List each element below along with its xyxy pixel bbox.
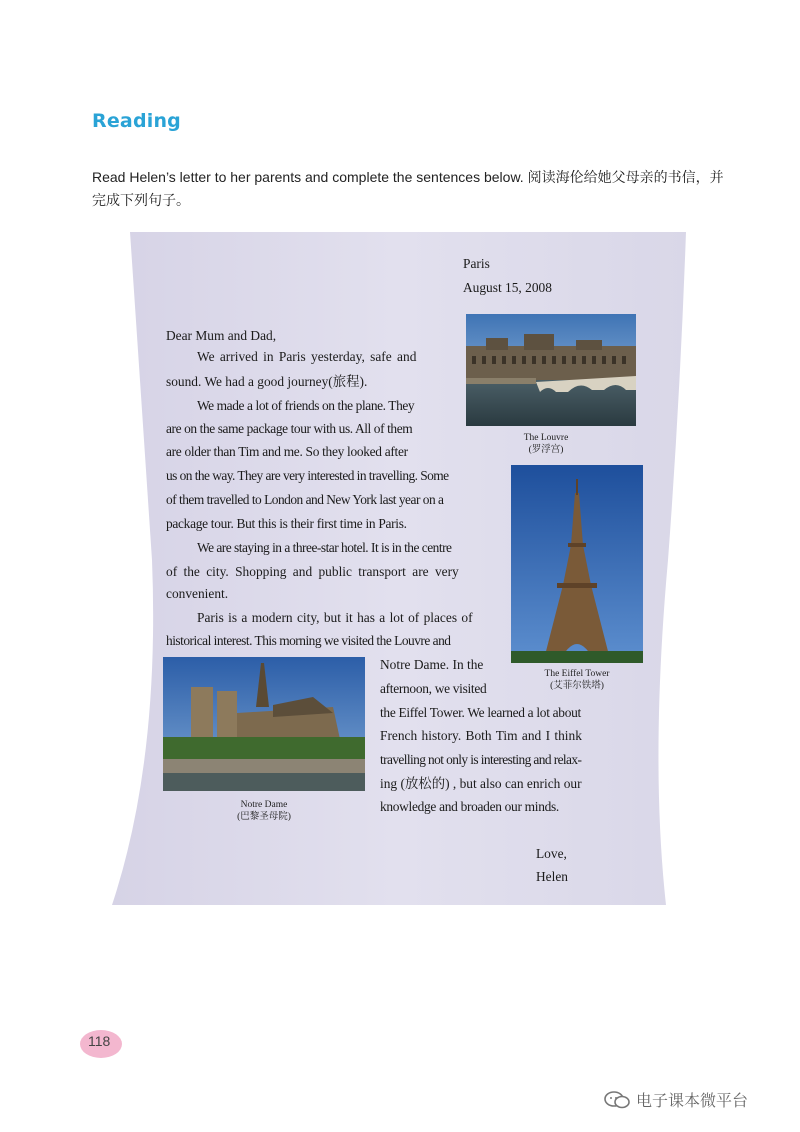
section-heading: Reading	[92, 110, 181, 132]
louvre-caption-cn: (罗浮宫)	[528, 445, 564, 455]
eiffel-tower-caption-cn: (艾菲尔铁塔)	[550, 681, 604, 691]
page-number: 118	[88, 1033, 111, 1049]
eiffel-tower-caption	[524, 668, 630, 692]
letter-greeting: Dear Mum and Dad,	[166, 328, 277, 343]
letter-place: Paris	[463, 256, 490, 271]
eiffel-tower-photo	[511, 465, 643, 663]
watermark-text: 电子课本微平台	[636, 1091, 749, 1110]
letter-line: sound. We had a good journey(旅程).	[166, 374, 368, 389]
notre-dame-caption-cn: (巴黎圣母院)	[237, 812, 291, 822]
letter-line: Paris is a modern city, but it has a lot of places of	[197, 610, 473, 625]
louvre-caption-en: The Louvre	[523, 433, 569, 443]
eiffel-tower-caption-en: The Eiffel Tower	[544, 669, 610, 679]
louvre-photo	[466, 314, 636, 426]
letter-line: historical interest. This morning we visited the Louvre and	[166, 633, 451, 648]
letter-line: are on the same package tour with us. All of them	[166, 421, 413, 436]
letter-signature: Helen	[536, 869, 568, 884]
letter-line: convenient.	[166, 586, 229, 601]
letter-line: the Eiffel Tower. We learned a lot about	[380, 705, 581, 720]
watermark	[604, 1088, 748, 1111]
letter-line: ing (放松的) , but also can enrich our	[380, 776, 582, 791]
letter-line: are older than Tim and me. So they looked after	[166, 444, 408, 459]
letter-line: French history. Both Tim and I think	[380, 728, 582, 743]
letter-line: us on the way. They are very interested in travelling. Some	[166, 468, 449, 483]
letter-line: package tour. But this is their first time in Paris.	[166, 516, 407, 531]
letter-line: afternoon, we visited	[380, 681, 487, 696]
notre-dame-caption-en: Notre Dame	[240, 800, 288, 810]
letter-line: We arrived in Paris yesterday, safe and	[197, 349, 417, 364]
letter-line: Notre Dame. In the	[380, 657, 484, 672]
letter-line: We made a lot of friends on the plane. They	[197, 398, 415, 413]
letter-line: of them travelled to London and New York last year on a	[166, 492, 444, 507]
letter-closing: Love,	[536, 846, 567, 861]
letter-line: travelling not only is interesting and relax-	[380, 752, 582, 767]
notre-dame-caption	[214, 799, 314, 823]
letter-line: We are staying in a three-star hotel. It is in the centre	[197, 540, 452, 555]
wechat-icon	[604, 1090, 630, 1110]
instruction-text: Read Helen’s letter to her parents and complete the sentences below. 阅读海伦给她父母亲的书信，并完成下列句子。	[92, 169, 724, 208]
notre-dame-photo	[163, 657, 365, 791]
louvre-caption	[496, 432, 596, 456]
letter-date: August 15, 2008	[463, 280, 552, 295]
letter-line: of the city. Shopping and public transport are very	[166, 564, 459, 579]
letter-line: knowledge and broaden our minds.	[380, 799, 559, 814]
